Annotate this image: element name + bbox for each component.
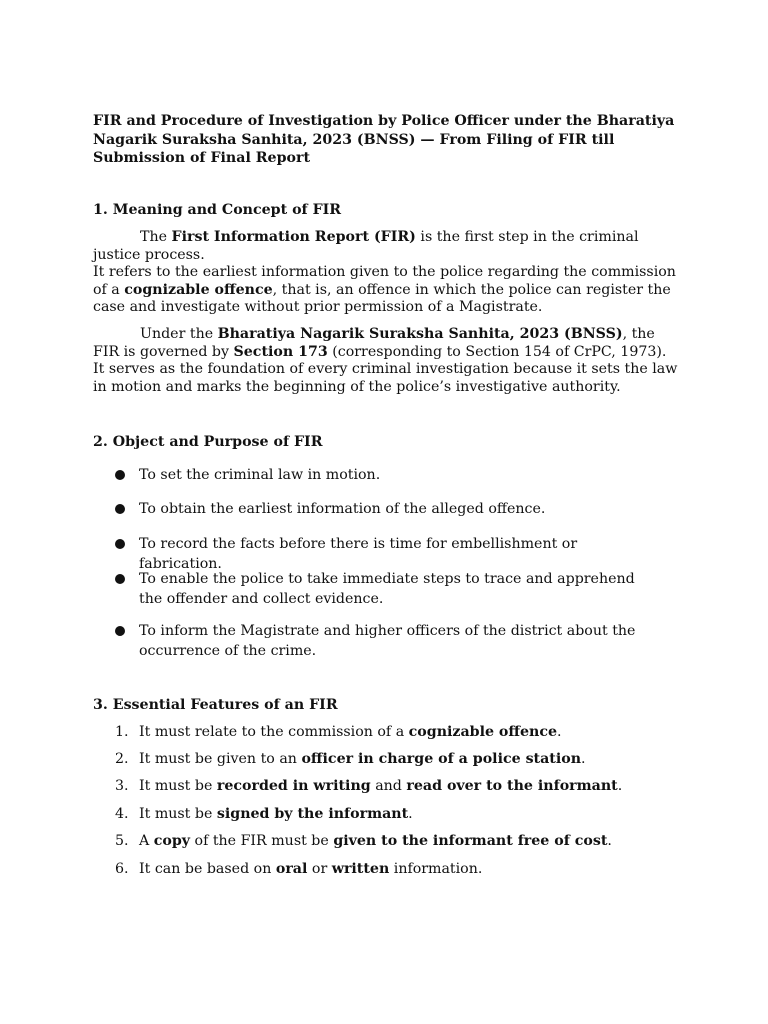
bullet-icon (115, 470, 125, 480)
document-title: FIR and Procedure of Investigation by Police Officer under the Bharatiya Nagarik Suraksha Sanhita, 2023 (BNSS) — From Filing of FIR till Submission of Final Report (93, 113, 675, 166)
document-page: FIR and Procedure of Investigation by Police Officer under the Bharatiya Nagarik Suraksha Sanhita, 2023 (BNSS) — From Filing of FIR till Submission of Final Report 1. Meaning and Concept of FIR The First Information Report (FIR) is the first step in the criminal justice process. It refers to the earliest information given to the police regarding the commission of a cognizable offence, that is, an offence in which the police can register the case and investigate without prior permission of a Magistrate. Under the Bharatiya Nagarik Suraksha Sanhita, 2023 (BNSS), the FIR is governed by Section 173 (corresponding to Section 154 of CrPC, 1973). It serves as the foundation of every criminal investigation because it sets the law in motion and marks the beginning of the police’s investigative authority. 2. Object and Purpose of FIR To set the criminal law in motion. To obtain the earliest information of the alleged offence. To record the facts before there is time for embellishment or fabrication. To enable the police to take immediate steps to trace and apprehend the offender and collect evidence. To inform the Magistrate and higher officers of the district about the occurrence of the crime. 3. Essential Features of an FIR 1. It must relate to the commission of a cognizable offence. 2. It must be given to an officer in charge of a police station. 3. It must be recorded in writing and read over to the informant. 4. It must be signed by the informant. 5. A copy of the FIR must be given to the informant free of cost. 6. It can be based on oral or written information. (0, 0, 768, 1024)
bullet-icon (115, 574, 125, 584)
section-1-heading: 1. Meaning and Concept of FIR (93, 202, 342, 218)
section-1-paragraph-4: It serves as the foundation of every criminal investigation because it sets the law in motion and marks the beginning of the police’s investigative authority. (93, 361, 678, 395)
bullet-icon (115, 539, 125, 549)
bullet-icon (115, 504, 125, 514)
section-1-paragraph-2: It refers to the earliest information given to the police regarding the commission of a cognizable offence, that is, an offence in which the police can register the case and investigate without prior permission of a Magistrate. (93, 264, 676, 315)
section-3-heading: 3. Essential Features of an FIR (93, 697, 338, 713)
section-1-paragraph-1: The First Information Report (FIR) is the first step in the criminal justice process. (93, 229, 639, 263)
section-1-paragraph-3: Under the Bharatiya Nagarik Suraksha Sanhita, 2023 (BNSS), the FIR is governed by Section 173 (corresponding to Section 154 of CrPC, 1973). (93, 326, 667, 360)
section-2-heading: 2. Object and Purpose of FIR (93, 434, 323, 450)
bullet-icon (115, 626, 125, 636)
